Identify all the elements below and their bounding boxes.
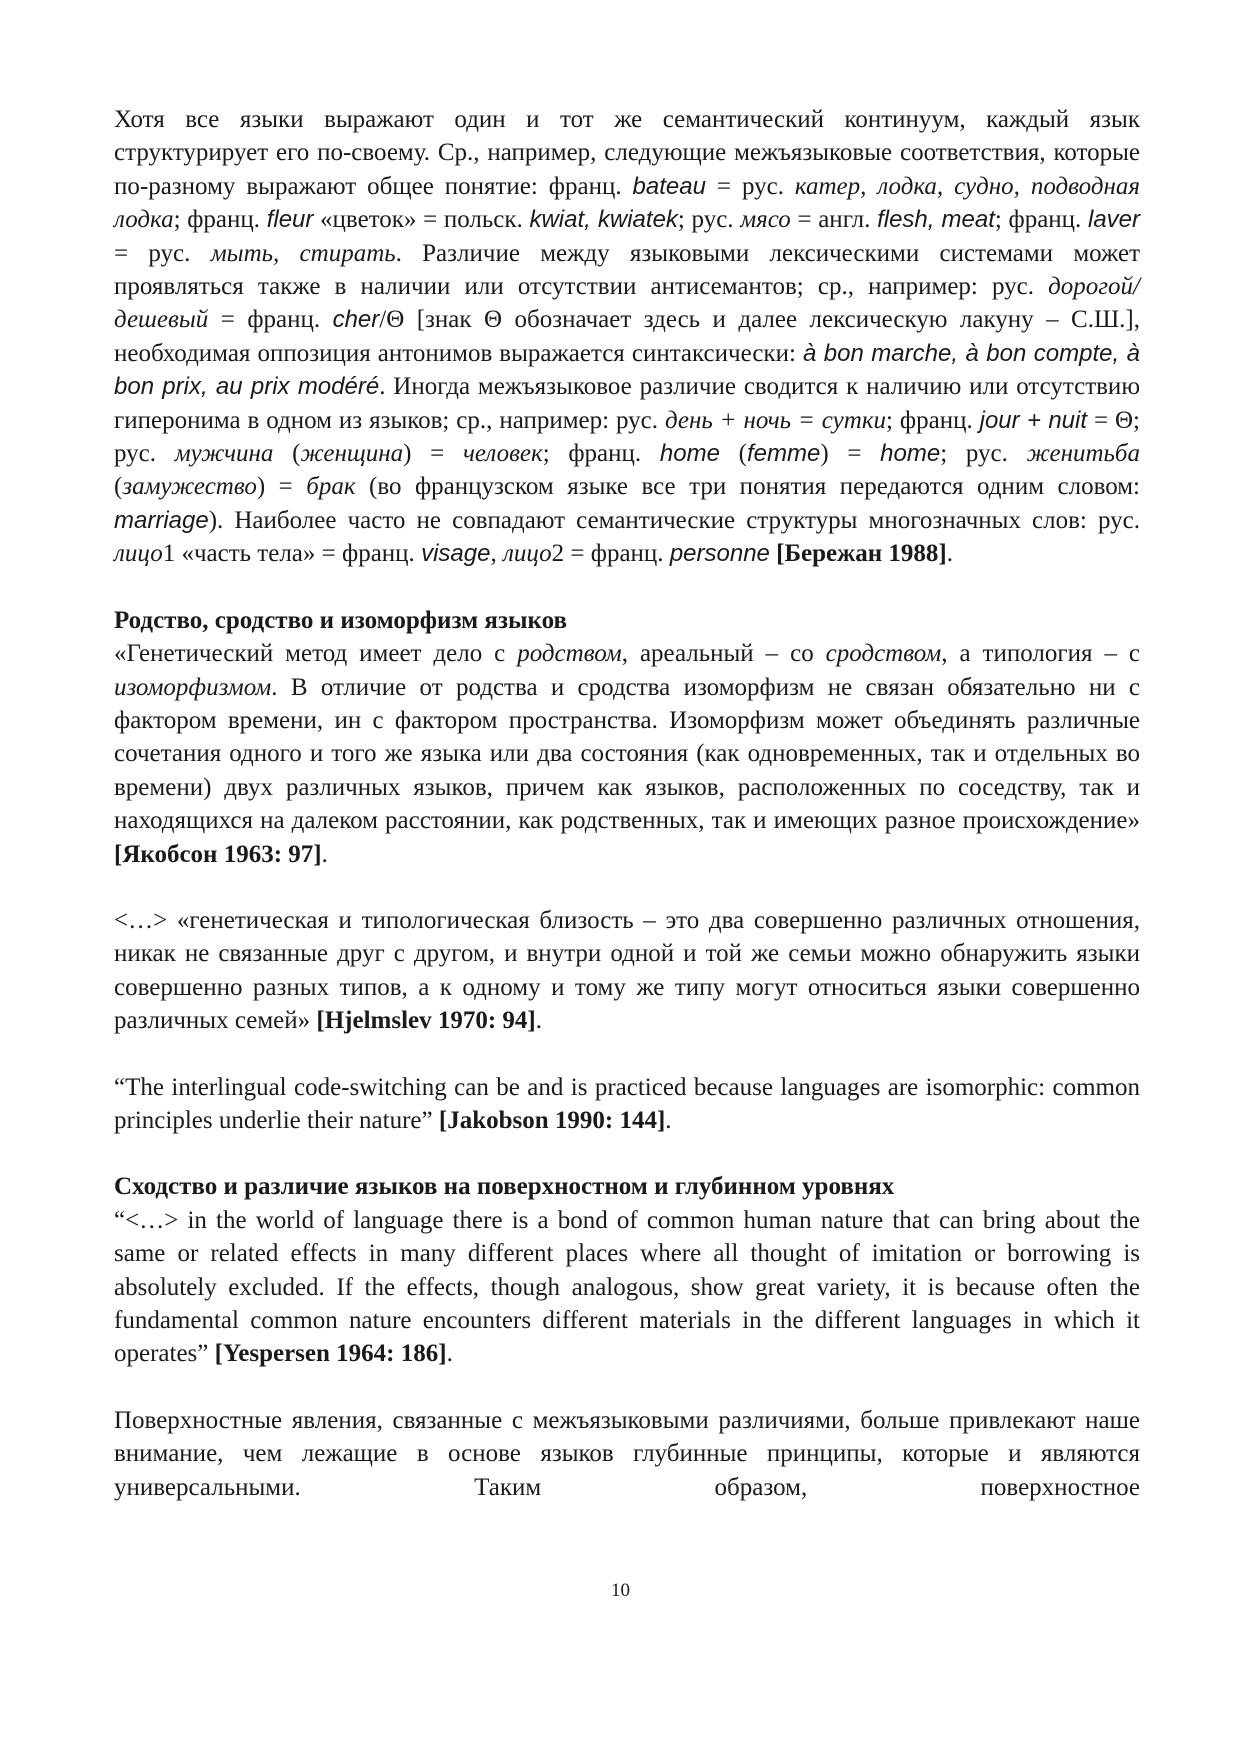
citation: [Якобсон 1963: 97] — [114, 840, 322, 868]
paragraph-4: “The interlingual code-switching can be and is practiced because languages are isomorphic: common principles underlie their nature” [Jakobson 1990: 144]. — [114, 1073, 1140, 1134]
paragraph-6: Поверхностные явления, связанные с межъязыковыми различиями, больше привлекают наше внимание, чем лежащие в основе языков глубинные принципы, которые и являются универсальными. Таким образом, поверхностное — [114, 1406, 1140, 1501]
paragraph-1: Хотя все языки выражают один и тот же семантический континуум, каждый язык структурирует его по-своему. Ср., например, следующие межъязыковые соответствия, которые по-разному выражают общее понятие: франц. bateau = рус. катер, лодка, судно, подводная лодка; франц. fleur «цветок» = польск. kwiat, kwiatek; рус. мясо = англ. flesh, meat; франц. laver = рус. мыть, стирать. Различие между языковыми лексическими системами может проявляться также в наличии или отсутствии антисемантов; ср., например: рус. дорогой/дешевый = франц. cher/Θ [знак Θ обозначает здесь и далее лексическую лакуну – С.Ш.], необходимая оппозиция антонимов выражается синтаксически: à bon marche, à bon compte, à bon prix, au prix modéré. Иногда межъязыковое различие сводится к наличию или отсутствию гиперонима в одном из языков; ср., например: рус. день + ночь = сутки; франц. jour + nuit = Θ; рус. мужчина (женщина) = человек; франц. home (femme) = home; рус. женитьба (замужество) = брак (во французском языке все три понятия передаются одним словом: marriage). Наиболее часто не совпадают семантические структуры многозначных слов: рус. лицо1 «часть тела» = франц. visage, лицо2 = франц. personne [Бережан 1988]. — [114, 106, 1141, 568]
citation: [Hjelmslev 1970: 94] — [316, 1007, 536, 1035]
page-body — [114, 103, 1140, 1504]
paragraph-5: “<…> in the world of language there is a bond of common human nature that can bring about the same or related effects in many different places where all thought of imitation or borrowing is absolutely excluded. If the effects, though analogous, show great variety, it is because often the fundamental common nature encounters different materials in the different languages in which it operates” [Yespersen 1964: 186]. — [114, 1206, 1140, 1368]
paragraph-3: <…> «генетическая и типологическая близость – это два совершенно различных отношения, никак не связанные друг с другом, и внутри одной и той же семьи можно обнаружить языки совершенно разных типов, а к одному и тому же типу могут относиться языки совершенно различных семей» [Hjelmslev 1970: 94]. — [114, 906, 1140, 1035]
section-heading-levels: Сходство и различие языков на поверхностном и глубинном уровнях — [114, 1173, 895, 1201]
citation: [Jakobson 1990: 144] — [438, 1106, 666, 1134]
citation: [Бережан 1988] — [776, 540, 947, 568]
section-heading-kinship: Родство, сродство и изоморфизм языков — [114, 606, 567, 634]
page-number: 10 — [611, 1580, 630, 1601]
citation: [Yespersen 1964: 186] — [214, 1340, 447, 1368]
paragraph-2: «Генетический метод имеет дело с родством, ареальный – со сродством, а типология – с изоморфизмом. В отличие от родства и сродства изоморфизм не связан обязательно ни с фактором времени, ин с фактором пространства. Изоморфизм может объединять различные сочетания одного и того же языка или два состояния (как одновременных, так и отдельных во времени) двух различных языков, причем как языков, расположенных по соседству, так и находящихся на далеком расстоянии, как родственных, так и имеющих разное происхождение» [Якобсон 1963: 97]. — [114, 640, 1141, 868]
